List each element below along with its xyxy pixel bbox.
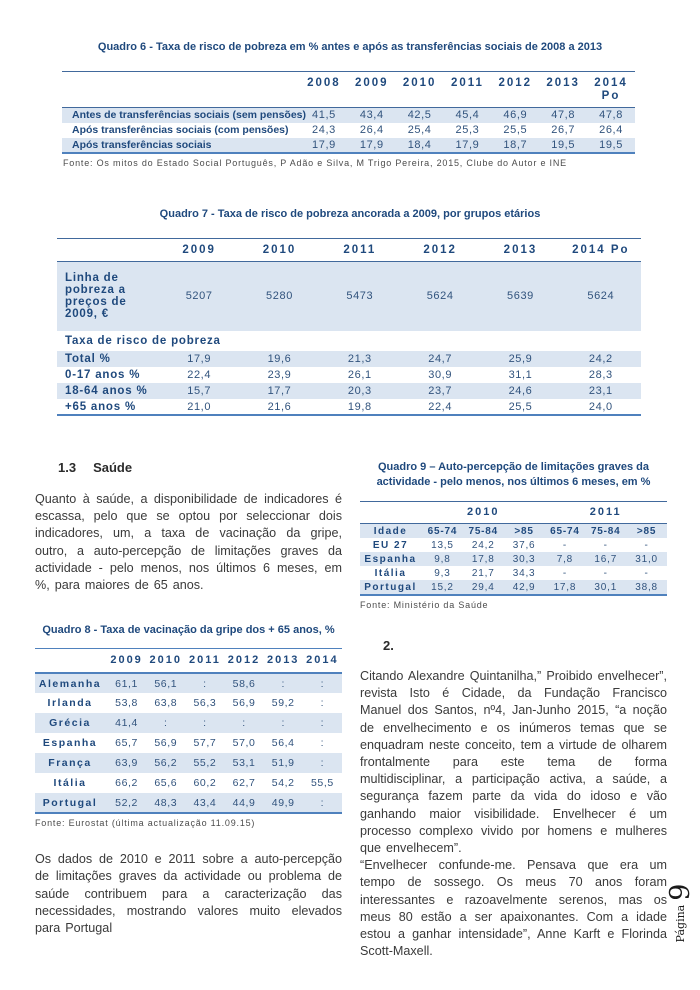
row-label-cell: Antes de transferências sociais (sem pensões)	[72, 109, 307, 122]
value-cell: 31,1	[508, 369, 533, 381]
value-cell: 54,2	[271, 777, 295, 790]
value-cell: 17,8	[471, 553, 495, 565]
table-header-cell: 2012	[498, 77, 533, 89]
value-cell: :	[281, 717, 285, 730]
row-label-cell: Linha de pobreza a preços de 2009, €	[65, 272, 127, 321]
value-cell: 43,4	[359, 109, 384, 122]
table-header-cell: 2010	[262, 243, 297, 256]
row-label-cell: França	[48, 757, 92, 770]
value-cell: 29,4	[471, 581, 495, 593]
table-row	[35, 733, 342, 753]
value-cell: 56,9	[232, 697, 256, 710]
row-label-cell: Idade	[373, 525, 408, 537]
table-header-cell: 2013	[546, 77, 580, 89]
value-cell: 5280	[266, 290, 293, 303]
quadro6-source: Fonte: Os mitos do Estado Social Português, P Adão e Silva, M Trigo Pereira, 2015, Clube do Autor e INE	[63, 157, 567, 168]
value-cell: 19,5	[599, 138, 623, 151]
value-cell: 24,7	[428, 353, 453, 365]
row-label-cell: Grécia	[49, 717, 91, 730]
table-row	[57, 383, 641, 399]
value-cell: >85	[636, 525, 657, 537]
value-cell: 56,9	[154, 737, 178, 750]
value-cell: 21,3	[347, 353, 372, 365]
value-cell: 52,2	[115, 796, 138, 809]
value-cell: 25,5	[508, 400, 533, 413]
row-label-cell: Alemanha	[38, 677, 102, 690]
value-cell: 30,1	[594, 581, 618, 593]
value-cell: 17,9	[359, 138, 384, 151]
value-cell: -	[603, 539, 608, 551]
value-cell: 23,1	[588, 385, 613, 397]
row-label-cell: Espanha	[364, 553, 417, 565]
value-cell: 15,7	[187, 385, 212, 397]
table-row	[360, 538, 667, 552]
table-row	[57, 261, 641, 331]
value-cell: :	[281, 677, 285, 690]
value-cell: 13,5	[431, 539, 454, 551]
value-cell: 55,5	[310, 777, 334, 790]
table-header-cell: 2010	[467, 506, 500, 518]
table-row	[360, 524, 667, 539]
paragraph-citation-1: Citando Alexandre Quintanilha,” Proibido envelhecer”, revista Isto é Cidade, da Fundação Francisco Manuel dos Santos, nº4, Jan-Junho 2015, “a noção de envelhecimento e os inúmeros temas que se enquadram neste conceito, tem a virtude de olharem frontalmente para este tema de forma multidisciplinar, a participação activa, a saúde, a segurança fazem parte da vida do idoso e vão ganhando maior visibilidade. Envelhecer é um processo complexo vivido por homens e mulheres que envelhecem”.	[360, 669, 667, 856]
value-cell: 65,6	[154, 777, 178, 790]
table-row	[57, 399, 641, 415]
value-cell: 51,9	[271, 757, 295, 770]
value-cell: :	[163, 717, 168, 730]
value-cell: 56,4	[271, 737, 295, 750]
table-row	[62, 108, 635, 123]
page-number-value: 9	[664, 883, 696, 901]
table-header-row	[62, 72, 635, 108]
table-row	[35, 793, 342, 813]
value-cell: 22,4	[187, 369, 212, 381]
table-header-cell: 2010	[149, 654, 182, 667]
value-cell: 55,2	[193, 757, 217, 770]
table-header-cell: 2010	[402, 77, 437, 89]
quadro8-source: Fonte: Eurostat (última actualização 11.09.15)	[35, 818, 256, 829]
value-cell: 43,4	[193, 796, 217, 809]
table-row	[57, 331, 641, 351]
table-header-cell: 2009	[182, 243, 216, 256]
value-cell: 75-84	[468, 525, 499, 537]
value-cell: :	[320, 717, 325, 730]
row-label-cell: 18-64 anos %	[65, 385, 148, 397]
value-cell: 15,2	[431, 581, 454, 593]
quadro9-title: Quadro 9 – Auto-percepção de limitações graves da actividade - pelo menos, nos últimos 6 meses, em %	[376, 461, 651, 488]
value-cell: 5639	[507, 290, 534, 303]
value-cell: 53,8	[115, 697, 138, 710]
value-cell: 17,8	[553, 581, 577, 593]
table-header-cell: 2011	[343, 243, 377, 256]
value-cell: 5624	[426, 290, 454, 303]
value-cell: 16,7	[594, 553, 618, 565]
table-header-row	[360, 502, 667, 524]
value-cell: 5624	[587, 290, 615, 303]
quadro9-source: Fonte: Ministério da Saúde	[360, 600, 489, 610]
table-header-cell: 2011	[188, 654, 221, 667]
value-cell: 61,1	[115, 677, 138, 690]
table-row	[35, 713, 342, 733]
quadro7-table	[57, 238, 641, 417]
table-row	[360, 552, 667, 566]
table-header-cell	[57, 238, 159, 261]
value-cell: 58,6	[232, 677, 256, 690]
value-cell: 63,8	[154, 697, 178, 710]
value-cell: 24,2	[471, 539, 495, 551]
table-row	[62, 123, 635, 138]
value-cell: 47,8	[599, 109, 623, 122]
table-row	[35, 753, 342, 773]
value-cell: 47,8	[551, 109, 576, 122]
section-title: Saúde	[93, 460, 133, 475]
value-cell: 53,1	[232, 757, 256, 770]
value-cell: 62,7	[232, 777, 256, 790]
value-cell: 56,3	[193, 697, 217, 710]
row-label-cell: Itália	[53, 777, 87, 790]
value-cell: 23,7	[428, 385, 453, 397]
value-cell: -	[644, 567, 649, 579]
section-heading-2	[383, 638, 667, 653]
paragraph-citation-2: “Envelhecer confunde-me. Pensava que era um tempo de sossego. Os meus 70 anos foram interessantes e razoavelmente serenos, mas os meus 80 estão a ser apaixonantes. Com a idade estou a ganhar intensidade”, Anne Karft e Florinda Scott-Maxell.	[360, 858, 667, 959]
row-label-cell: EU 27	[372, 539, 409, 551]
value-cell: -	[562, 567, 567, 579]
value-cell: 38,8	[635, 581, 658, 593]
value-cell: -	[603, 567, 608, 579]
quadro6-title: Quadro 6 - Taxa de risco de pobreza em % antes e após as transferências sociais de 2008 a 2013	[97, 41, 603, 53]
value-cell: 63,9	[115, 757, 138, 770]
value-cell: -	[562, 539, 567, 551]
table-header-cell: 2011	[450, 77, 484, 89]
value-cell: 7,8	[556, 553, 574, 565]
value-cell: 26,7	[551, 124, 576, 136]
value-cell: 26,4	[359, 124, 384, 136]
value-cell: 44,9	[232, 796, 256, 809]
value-cell: 19,5	[551, 138, 576, 151]
table-header-cell: 2012	[423, 243, 457, 256]
table-row	[35, 773, 342, 793]
row-label-cell: Espanha	[42, 737, 98, 750]
section-number: 1.3	[58, 460, 77, 475]
value-cell: 42,5	[407, 109, 432, 122]
value-cell: :	[320, 697, 325, 710]
value-cell: 65-74	[427, 525, 458, 537]
value-cell: 17,9	[455, 138, 480, 151]
section-heading-saude	[58, 460, 342, 475]
table-header-cell: 2014 Po	[572, 243, 630, 256]
value-cell: 26,4	[599, 124, 623, 136]
table-header-cell: 2009	[354, 77, 389, 89]
row-label-cell: Portugal	[364, 581, 417, 593]
value-cell: 17,7	[267, 385, 292, 397]
table-header-cell: 2014 Po	[594, 77, 628, 102]
value-cell: 5473	[346, 290, 374, 303]
table-row	[360, 566, 667, 580]
row-label-cell: +65 anos %	[65, 400, 136, 413]
value-cell: :	[320, 757, 325, 770]
table-header-cell	[360, 502, 422, 524]
table-header-cell	[62, 72, 300, 108]
table-header-cell: 2008	[307, 77, 341, 89]
value-cell: 25,9	[508, 353, 533, 365]
table-header-cell: 2014	[306, 654, 339, 667]
value-cell: -	[644, 539, 649, 551]
value-cell: 24,3	[312, 124, 336, 136]
value-cell: 18,7	[503, 138, 528, 151]
value-cell: 37,6	[512, 539, 536, 551]
value-cell: 25,5	[503, 124, 528, 136]
value-cell: 41,5	[312, 109, 336, 122]
value-cell: :	[320, 796, 325, 809]
value-cell: 60,2	[193, 777, 217, 790]
value-cell: 56,1	[154, 677, 178, 690]
value-cell: 26,1	[347, 369, 372, 381]
table-header-row	[35, 649, 342, 674]
paragraph-left-2: Os dados de 2010 e 2011 sobre a auto-percepção de limitações graves da actividade ou problema de saúde contribuem para a caracterização das necessidades, mostrando valores muito elevados para Portugal	[35, 852, 342, 936]
value-cell: 19,8	[347, 400, 372, 413]
table-row	[57, 351, 641, 367]
value-cell: 19,6	[267, 353, 292, 365]
table-header-cell: 2013	[266, 654, 300, 667]
value-cell: :	[203, 717, 207, 730]
value-cell: :	[320, 737, 325, 750]
table-header-cell: 2013	[503, 243, 538, 256]
value-cell: >85	[514, 525, 534, 537]
value-cell: 17,9	[312, 138, 336, 151]
right-column	[360, 460, 667, 960]
value-cell: 49,9	[271, 796, 295, 809]
value-cell: 65-74	[550, 525, 580, 537]
table-row	[35, 693, 342, 713]
value-cell: 30,9	[428, 369, 453, 381]
table-header-cell	[35, 649, 107, 674]
row-label-cell: Após transferências sociais	[72, 138, 212, 151]
value-cell: 45,4	[455, 109, 480, 122]
value-cell: :	[242, 717, 246, 730]
quadro8-table	[35, 648, 342, 814]
value-cell: 18,4	[407, 138, 432, 151]
page-number	[665, 871, 695, 955]
value-cell: 57,0	[232, 737, 256, 750]
row-label-cell: Taxa de risco de pobreza	[65, 335, 221, 347]
value-cell: 24,0	[588, 400, 613, 413]
value-cell: 25,3	[455, 124, 480, 136]
value-cell: 28,3	[588, 369, 613, 381]
value-cell: 21,6	[267, 400, 292, 413]
table-row	[57, 367, 641, 383]
left-column	[35, 460, 342, 960]
value-cell: 30,3	[512, 553, 536, 565]
quadro6-table	[62, 71, 635, 154]
value-cell: 75-84	[590, 525, 621, 537]
value-cell: 17,9	[187, 353, 212, 365]
table-header-cell: 2012	[227, 654, 261, 667]
table-header-cell: 2009	[110, 654, 143, 667]
table-row	[360, 580, 667, 595]
value-cell: 24,2	[588, 353, 613, 365]
value-cell: 25,4	[407, 124, 432, 136]
value-cell: 21,0	[187, 400, 212, 413]
value-cell: 5207	[185, 290, 213, 303]
section-number: 2.	[383, 638, 394, 653]
value-cell: 9,3	[434, 567, 451, 579]
value-cell: 22,4	[428, 400, 453, 413]
row-label-cell: 0-17 anos %	[65, 369, 141, 381]
value-cell: 56,2	[154, 757, 178, 770]
table-row	[35, 673, 342, 693]
row-label-cell: Após transferências sociais (com pensões)	[72, 124, 289, 136]
table-header-row	[57, 238, 641, 261]
row-label-cell: Irlanda	[47, 697, 93, 710]
value-cell: :	[320, 677, 325, 690]
table-header-cell: 2011	[589, 506, 622, 518]
value-cell: 66,2	[115, 777, 138, 790]
value-cell: 42,9	[512, 581, 536, 593]
value-cell: 46,9	[503, 109, 528, 122]
value-cell: 41,4	[115, 717, 138, 730]
value-cell: 21,7	[471, 567, 495, 579]
value-cell: 34,3	[512, 567, 536, 579]
row-label-cell: Itália	[374, 567, 407, 579]
value-cell: 59,2	[271, 697, 295, 710]
value-cell: 48,3	[154, 796, 178, 809]
paragraph-saude: Quanto à saúde, a disponibilidade de indicadores é escassa, pelo que se optou por seleccionar dois indicadores, um, a taxa de vacinação da gripe, outro, a auto-percepção de limitações graves da actividade - pelo menos, nos últimos 6 meses, em %, para maiores de 65 anos.	[35, 492, 342, 593]
value-cell: 31,0	[635, 553, 658, 565]
row-label-cell: Total %	[65, 353, 111, 365]
quadro9-table	[360, 501, 667, 596]
quadro8-title: Quadro 8 - Taxa de vacinação da gripe dos + 65 anos, %	[42, 624, 335, 637]
table-row	[62, 138, 635, 153]
value-cell: 20,3	[347, 385, 372, 397]
page-number-label: Página	[673, 904, 687, 943]
value-cell: 24,6	[508, 385, 533, 397]
value-cell: 23,9	[267, 369, 292, 381]
value-cell: 57,7	[193, 737, 217, 750]
two-column-section	[35, 460, 667, 960]
value-cell: 65,7	[115, 737, 138, 750]
row-label-cell: Portugal	[42, 796, 98, 809]
value-cell: 9,8	[434, 553, 451, 565]
quadro7-title: Quadro 7 - Taxa de risco de pobreza ancorada a 2009, por grupos etários	[159, 207, 541, 220]
value-cell: :	[203, 677, 207, 690]
